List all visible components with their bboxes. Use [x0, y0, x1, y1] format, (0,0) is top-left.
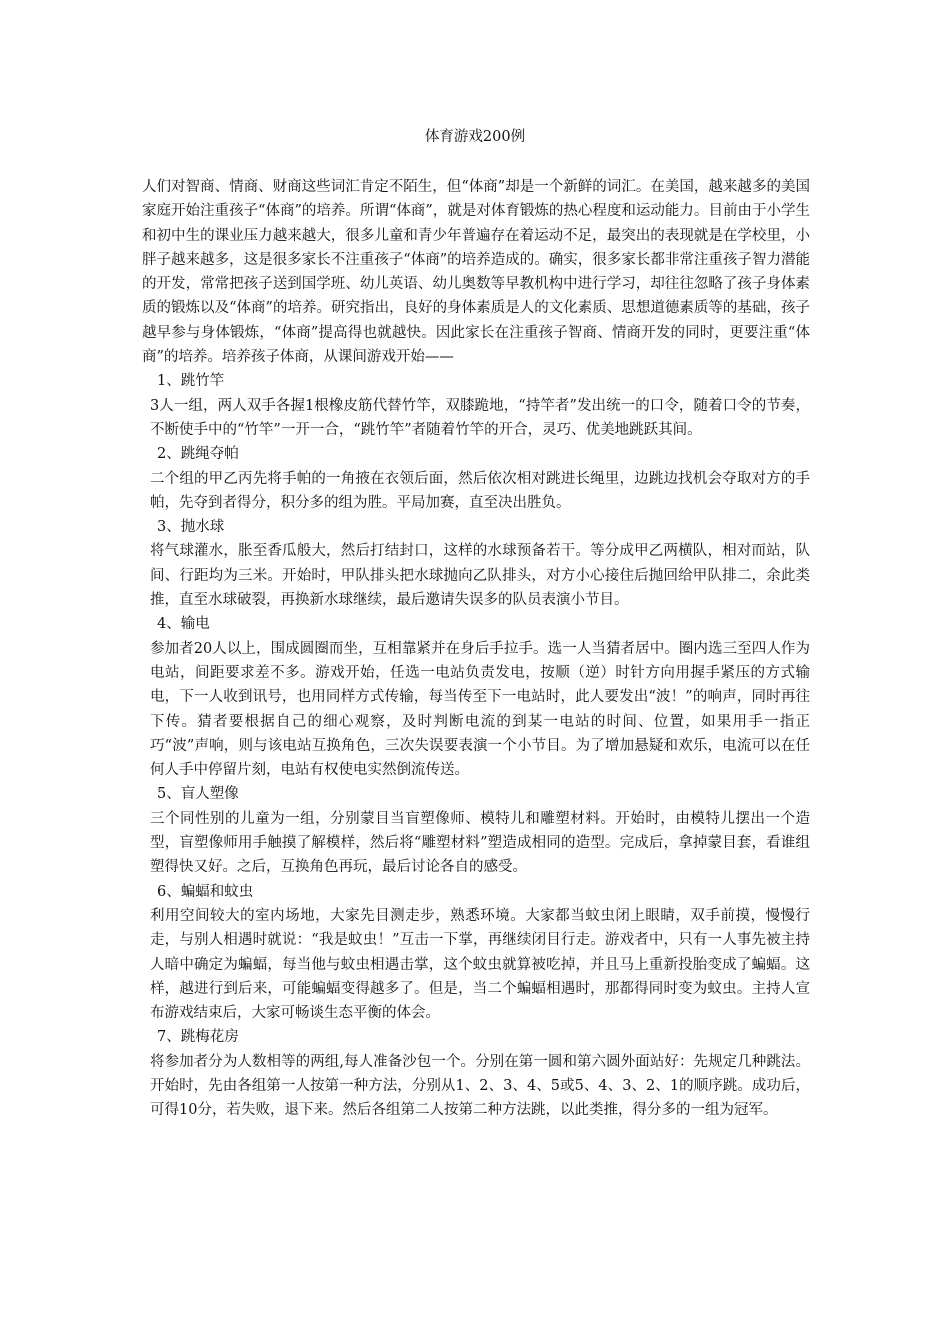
intro-paragraph: 人们对智商、情商、财商这些词汇肯定不陌生，但“体商”却是一个新鲜的词汇。在美国，越来越多的美国家庭开始注重孩子“体商”的培养。所谓“体商”，就是对体育锻炼的热心程度和运动能力。目前由于小学生和初中生的课业压力越来越大，很多儿童和青少年普遍存在着运动不足，最突出的表现就是在学校里，小胖子越来越多，这是很多家长不注重孩子“体商”的培养造成的。确实，很多家长都非常注重孩子智力潜能的开发，常常把孩子送到国学班、幼儿英语、幼儿奥数等早教机构中进行学习，却往往忽略了孩子身体素质的锻炼以及“体商”的培养。研究指出，良好的身体素质是人的文化素质、思想道德素质等的基础，孩子越早参与身体锻炼，“体商”提高得也就越快。因此家长在注重孩子智商、情商开发的同时，更要注重“体商”的培养。培养孩子体商，从课间游戏开始—— [142, 179, 810, 366]
game-heading: 4、输电 [157, 616, 210, 633]
game-description: 三个同性别的儿童为一组，分别蒙目当盲塑像师、模特儿和雕塑材料。开始时，由模特儿摆出一个造型，盲塑像师用手触摸了解模样，然后将“雕塑材料”塑造成相同的造型。完成后，拿掉蒙目套，看谁组塑得快又好。之后，互换角色再玩，最后讨论各自的感受。 [150, 810, 810, 876]
game-heading: 2、跳绳夺帕 [157, 446, 239, 463]
game-description: 将气球灌水，胀至香瓜般大，然后打结封口，这样的水球预备若干。等分成甲乙两横队，相对而站，队间、行距均为三米。开始时，甲队排头把水球抛向乙队排头，对方小心接住后抛回给甲队排二，余此类推，直至水球破裂，再换新水球继续，最后邀请失误多的队员表演小节目。 [150, 543, 810, 609]
game-description: 参加者20人以上，围成圆圈而坐，互相靠紧并在身后手拉手。选一人当猜者居中。圈内选三至四人作为电站，间距要求差不多。游戏开始，任选一电站负责发电，按顺（逆）时针方向用握手紧压的方式输电，下一人收到讯号，也用同样方式传输，每当传至下一电站时，此人要发出“波！”的响声，同时再往下传。猜者要根据自己的细心观察，及时判断电流的到某一电站的时间、位置，如果用手一指正巧“波”声响，则与该电站互换角色，三次失误要表演一个小节目。为了增加悬疑和欢乐，电流可以在任何人手中停留片刻，电站有权使电实然倒流传送。 [150, 640, 810, 779]
game-description: 二个组的甲乙丙先将手帕的一角掖在衣领后面，然后依次相对跳进长绳里，边跳边找机会夺取对方的手帕，先夺到者得分，积分多的组为胜。平局加赛，直至决出胜负。 [150, 470, 810, 511]
game-description: 将参加者分为人数相等的两组,每人准备沙包一个。分别在第一圆和第六圆外面站好：先规定几种跳法。开始时，先由各组第一人按第一种方法，分别从1、2、3、4、5或5、4、3、2、1的顺序跳。成功后，可得10分，若失败，退下来。然后各组第二人按第二种方法跳，以此类推，得分多的一组为冠军。 [150, 1053, 810, 1119]
game-heading: 3、抛水球 [157, 519, 225, 536]
game-heading: 7、跳梅花房 [157, 1029, 239, 1046]
game-heading: 6、蝙蝠和蚊虫 [157, 883, 254, 900]
game-heading: 1、跳竹竿 [157, 373, 225, 390]
document-title: 体育游戏200例 [424, 129, 526, 145]
document-body [142, 175, 810, 1123]
game-description: 利用空间较大的室内场地，大家先目测走步，熟悉环境。大家都当蚊虫闭上眼睛，双手前摸，慢慢行走，与别人相遇时就说：“我是蚊虫！”互击一下掌，再继续闭目行走。游戏者中，只有一人事先被主持人暗中确定为蝙蝠，每当他与蚊虫相遇击掌，这个蚊虫就算被吃掉，并且马上重新投胎变成了蝙蝠。这样，越进行到后来，可能蝙蝠变得越多了。但是，当二个蝙蝠相遇时，那都得同时变为蚊虫。主持人宣布游戏结束后，大家可畅谈生态平衡的体会。 [150, 907, 810, 1022]
game-description: 3人一组，两人双手各握1根橡皮筋代替竹竿，双膝跪地，“持竿者”发出统一的口令，随着口令的节奏，不断使手中的“竹竿”一开一合，“跳竹竿”者随着竹竿的开合，灵巧、优美地跳跃其间。 [150, 397, 810, 438]
game-heading: 5、盲人塑像 [157, 786, 239, 803]
